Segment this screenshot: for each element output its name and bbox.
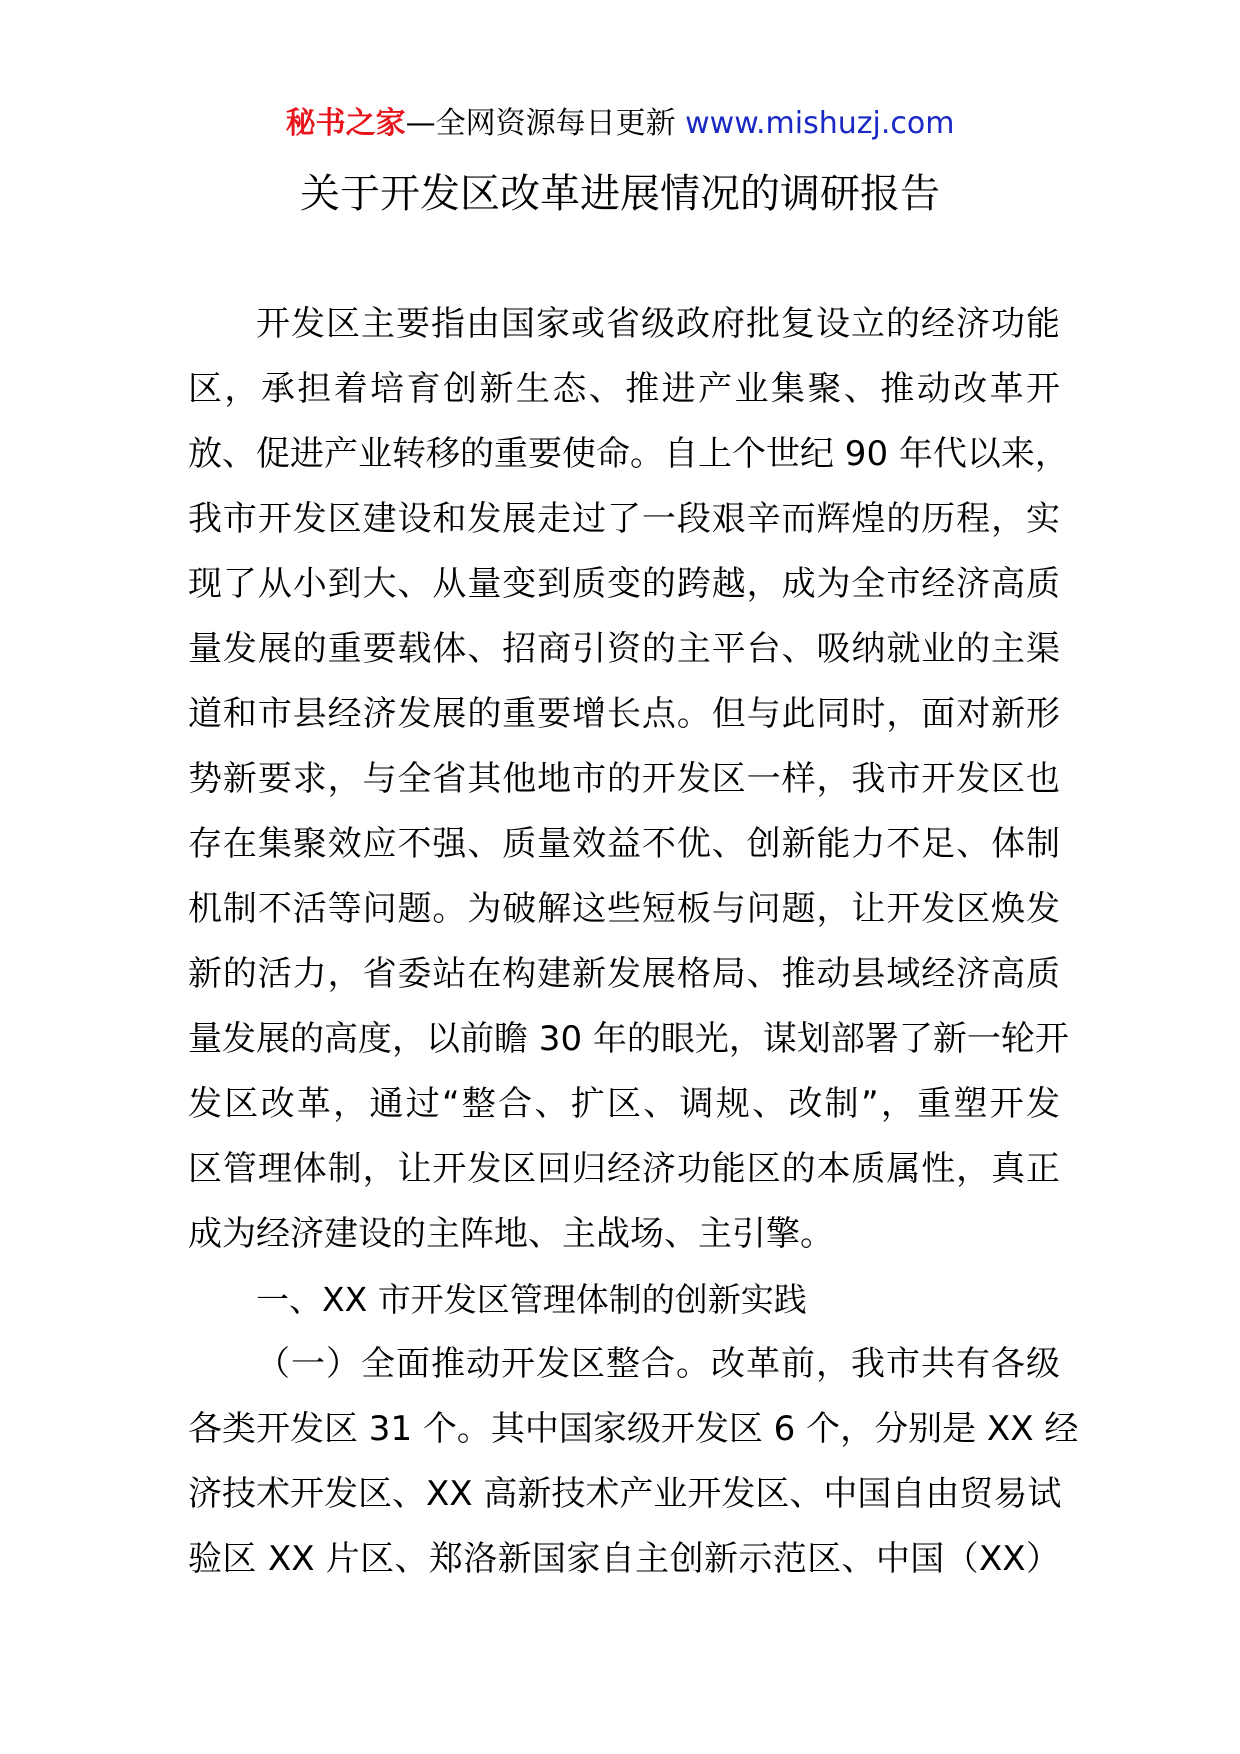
site-url[interactable]: www.mishuzj.com	[685, 106, 955, 141]
body-line: 存在集聚效应不强、质量效益不优、创新能力不足、体制	[188, 824, 1060, 864]
site-brand: 秘书之家	[285, 106, 406, 141]
body-line: 量发展的重要载体、招商引资的主平台、吸纳就业的主渠	[188, 629, 1060, 669]
body-line: 机制不活等问题。为破解这些短板与问题，让开发区焕发	[188, 889, 1060, 929]
document-title: 关于开发区改革进展情况的调研报告	[300, 171, 940, 217]
site-header	[0, 104, 1240, 144]
body-line: 验区 XX 片区、郑洛新国家自主创新示范区、中国（XX）	[188, 1539, 1060, 1579]
body-line: 成为经济建设的主阵地、主战场、主引擎。	[188, 1214, 834, 1254]
body-line: 开发区主要指由国家或省级政府批复设立的经济功能	[256, 304, 1060, 344]
body-line: 区管理体制，让开发区回归经济功能区的本质属性，真正	[188, 1149, 1060, 1189]
body-line: 发区改革，通过“整合、扩区、调规、改制”，重塑开发	[188, 1084, 1060, 1124]
document-body	[188, 292, 1079, 1592]
body-line: 我市开发区建设和发展走过了一段艰辛而辉煌的历程，实	[188, 499, 1060, 539]
site-tagline: —全网资源每日更新	[405, 106, 686, 141]
section-heading: 一、XX 市开发区管理体制的创新实践	[256, 1280, 807, 1319]
body-line: 新的活力，省委站在构建新发展格局、推动县域经济高质	[188, 954, 1060, 994]
body-line: 济技术开发区、XX 高新技术产业开发区、中国自由贸易试	[188, 1474, 1062, 1514]
body-line: 区，承担着培育创新生态、推进产业集聚、推动改革开	[188, 369, 1060, 409]
body-line: 量发展的高度，以前瞻 30 年的眼光，谋划部署了新一轮开	[188, 1019, 1069, 1059]
body-line: （一）全面推动开发区整合。改革前，我市共有各级	[256, 1344, 1060, 1384]
body-line: 现了从小到大、从量变到质变的跨越，成为全市经济高质	[188, 564, 1060, 604]
body-line: 各类开发区 31 个。其中国家级开发区 6 个，分别是 XX 经	[188, 1409, 1079, 1449]
body-line: 放、促进产业转移的重要使命。自上个世纪 90 年代以来，	[188, 434, 1069, 474]
body-line: 势新要求，与全省其他地市的开发区一样，我市开发区也	[188, 759, 1060, 799]
body-line: 道和市县经济发展的重要增长点。但与此同时，面对新形	[188, 694, 1060, 734]
